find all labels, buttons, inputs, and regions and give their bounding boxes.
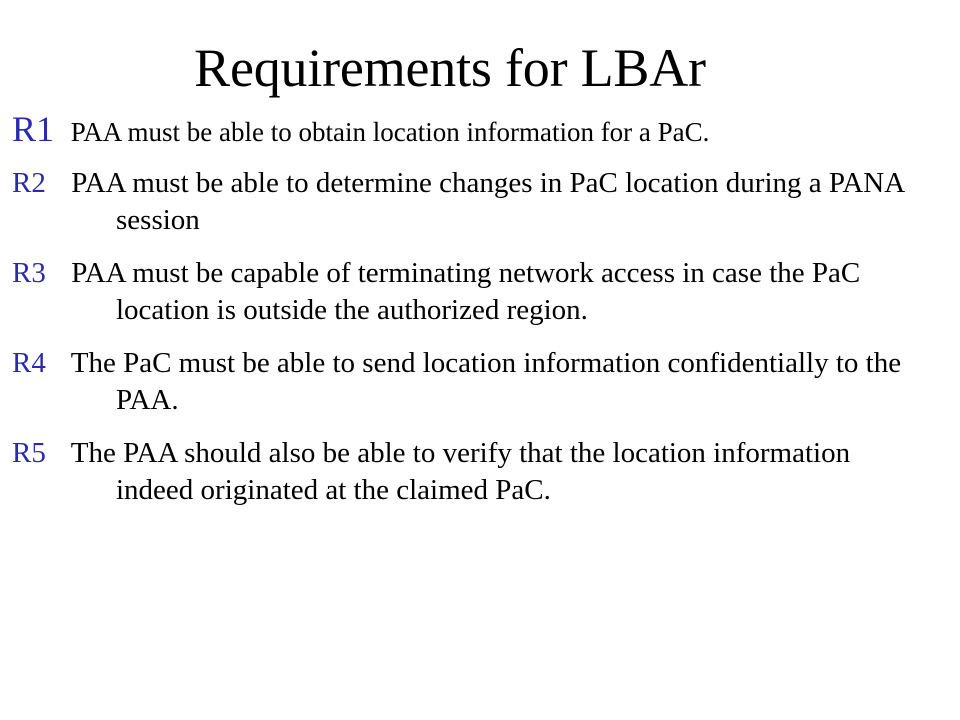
requirement-r2: R2 PAA must be able to determine changes in PaC location during a PANA session xyxy=(12,167,904,236)
requirements-list xyxy=(12,109,924,525)
requirement-text: The PAA should also be able to verify that the location information indeed originated at the claimed PaC. xyxy=(70,437,851,506)
requirement-text: PAA must be capable of terminating network access in case the PaC location is outside the authorized region. xyxy=(71,257,861,326)
requirement-r1: R1 PAA must be able to obtain location information for a PaC. xyxy=(12,109,710,149)
slide-title: Requirements for LBAr xyxy=(194,38,706,98)
requirement-text: PAA must be able to obtain location information for a PaC. xyxy=(70,117,710,147)
requirement-text: PAA must be able to determine changes in PaC location during a PANA session xyxy=(71,167,904,236)
requirement-text: The PaC must be able to send location information confidentially to the PAA. xyxy=(70,347,902,416)
requirement-r3: R3 PAA must be capable of terminating network access in case the PaC location is outside the authorized region. xyxy=(12,257,861,326)
requirement-r5: R5 The PAA should also be able to verify that the location information indeed originated at the claimed PaC. xyxy=(12,437,851,506)
requirement-r4: R4 The PaC must be able to send location information confidentially to the PAA. xyxy=(12,347,902,416)
